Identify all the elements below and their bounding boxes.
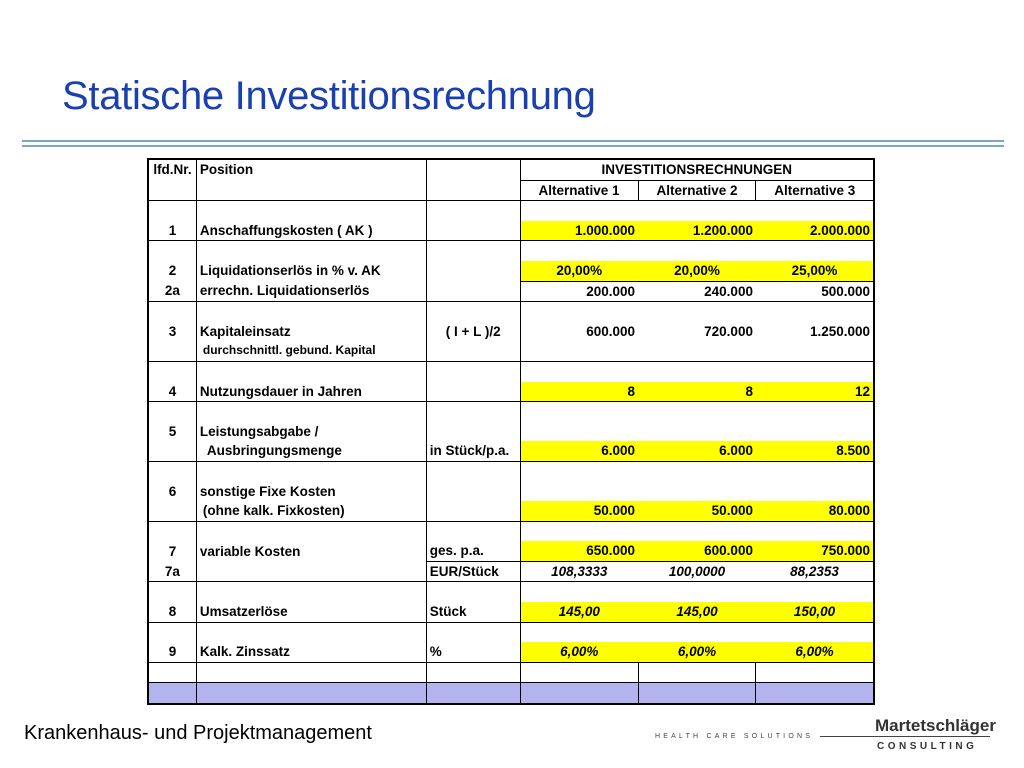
table-row: 7a EUR/Stück 108,3333 100,0000 88,2353 (148, 561, 874, 582)
table-row-sub: (ohne kalk. Fixkosten) 50.000 50.000 80.000 (148, 501, 874, 521)
table-row-sub: durchschnittl. gebund. Kapital (148, 341, 874, 361)
table-row-sub: Ausbringungsmenge in Stück/p.a. 6.000 6.000 8.500 (148, 441, 874, 461)
investment-table (147, 158, 875, 705)
table-row: 5 Leistungsabgabe / (148, 422, 874, 442)
header-row (148, 159, 874, 180)
brand-logo: Martetschläger (875, 716, 996, 735)
page-title: Statische Investitionsrechnung (62, 74, 596, 118)
table-row: 3 Kapitaleinsatz ( I + L )/2 600.000 720.000 1.250.000 (148, 322, 874, 342)
brand-tagline: HEALTH CARE SOLUTIONS (655, 733, 814, 740)
table-footer-row (148, 683, 874, 704)
brand-divider (820, 736, 990, 737)
brand-logo-sub: CONSULTING (877, 741, 978, 752)
header-row-alternatives (148, 180, 874, 201)
title-divider (22, 140, 1004, 142)
table-row: 9 Kalk. Zinssatz % 6,00% 6,00% 6,00% (148, 642, 874, 662)
header-alt3: Alternative 3 (756, 180, 874, 201)
table-row: 7 variable Kosten ges. p.a. 650.000 600.000 750.000 (148, 541, 874, 561)
table-row: 1 Anschaffungskosten ( AK ) 1.000.000 1.200.000 2.000.000 (148, 221, 874, 241)
table-row: 4 Nutzungsdauer in Jahren 8 8 12 (148, 382, 874, 402)
header-group: INVESTITIONSRECHNUNGEN (601, 162, 793, 177)
header-position: Position (196, 159, 426, 180)
table-row: 6 sonstige Fixe Kosten (148, 482, 874, 502)
header-alt2: Alternative 2 (638, 180, 756, 201)
title-divider-2 (22, 145, 1004, 147)
table-row: 8 Umsatzerlöse Stück 145,00 145,00 150,00 (148, 602, 874, 622)
header-nr: lfd.Nr. (148, 159, 196, 180)
footer-title: Krankenhaus- und Projektmanagement (24, 722, 372, 744)
header-alt1: Alternative 1 (520, 180, 638, 201)
table-row: 2 Liquidationserlös in % v. AK 20,00% 20,00% 25,00% (148, 261, 874, 281)
table-row: 2a errechn. Liquidationserlös 200.000 240.000 500.000 (148, 281, 874, 302)
